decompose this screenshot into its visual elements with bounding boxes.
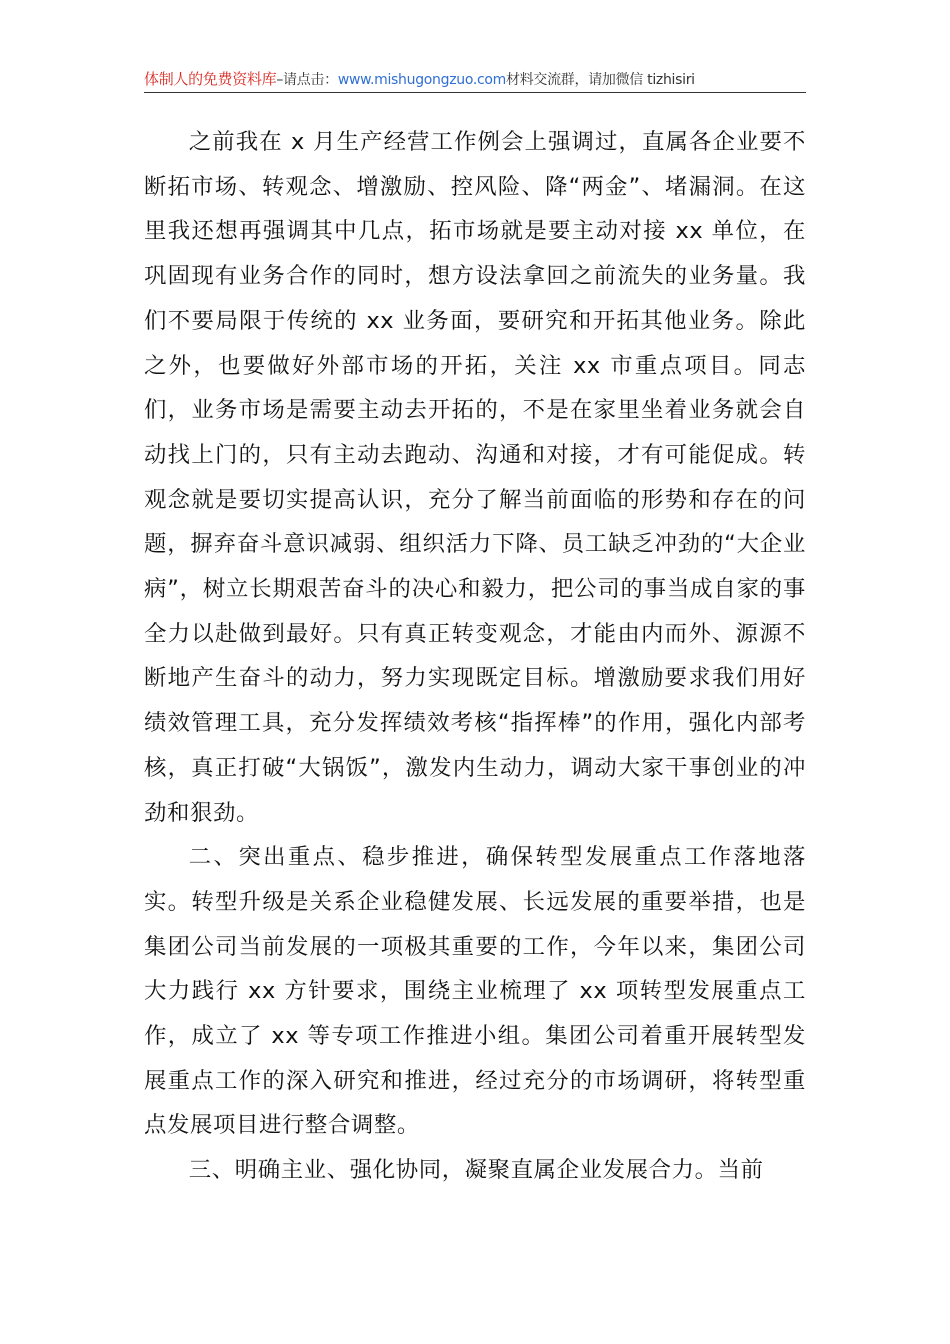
paragraph-2: 二、突出重点、稳步推进，确保转型发展重点工作落地落实。转型升级是关系企业稳健发展、长远发展的重要举措，也是集团公司当前发展的一项极其重要的工作，今年以来，集团公司大力践行 xx 方针要求，围绕主业梳理了 xx 项转型发展重点工作，成立了 xx 等专项工作推进小组。集团公司着重开展转型发展重点工作的深入研究和推进，经过充分的市场调研，将转型重点发展项目进行整合调整。 (144, 844, 806, 1139)
document-body (144, 120, 806, 1193)
header-contact-text: 材料交流群，请加微信 tizhisiri (506, 72, 695, 88)
header-url-link[interactable]: www.mishugongzuo.com (337, 72, 506, 88)
page-header (144, 66, 806, 93)
paragraph-3: 三、明确主业、强化协同，凝聚直属企业发展合力。当前 (188, 1157, 764, 1184)
header-brand: 体制人的免费资料库 (144, 70, 277, 88)
header-separator: –请点击： (276, 72, 338, 88)
paragraph-1: 之前我在 x 月生产经营工作例会上强调过，直属各企业要不断拓市场、转观念、增激励、控风险、降“两金”、堵漏洞。在这里我还想再强调其中几点，拓市场就是要主动对接 xx 单位，在巩固现有业务合作的同时，想方设法拿回之前流失的业务量。我们不要局限于传统的 xx 业务面，要研究和开拓其他业务。除此之外，也要做好外部市场的开拓，关注 xx 市重点项目。同志们，业务市场是需要主动去开拓的，不是在家里坐着业务就会自动找上门的，只有主动去跑动、沟通和对接，才有可能促成。转观念就是要切实提高认识，充分了解当前面临的形势和存在的问题，摒弃奋斗意识减弱、组织活力下降、员工缺乏冲劲的“大企业病”，树立长期艰苦奋斗的决心和毅力，把公司的事当成自家的事全力以赴做到最好。只有真正转变观念，才能由内而外、源源不断地产生奋斗的动力，努力实现既定目标。增激励要求我们用好绩效管理工具，充分发挥绩效考核“指挥棒”的作用，强化内部考核，真正打破“大锅饭”，激发内生动力，调动大家干事创业的冲劲和狠劲。 (144, 129, 806, 826)
